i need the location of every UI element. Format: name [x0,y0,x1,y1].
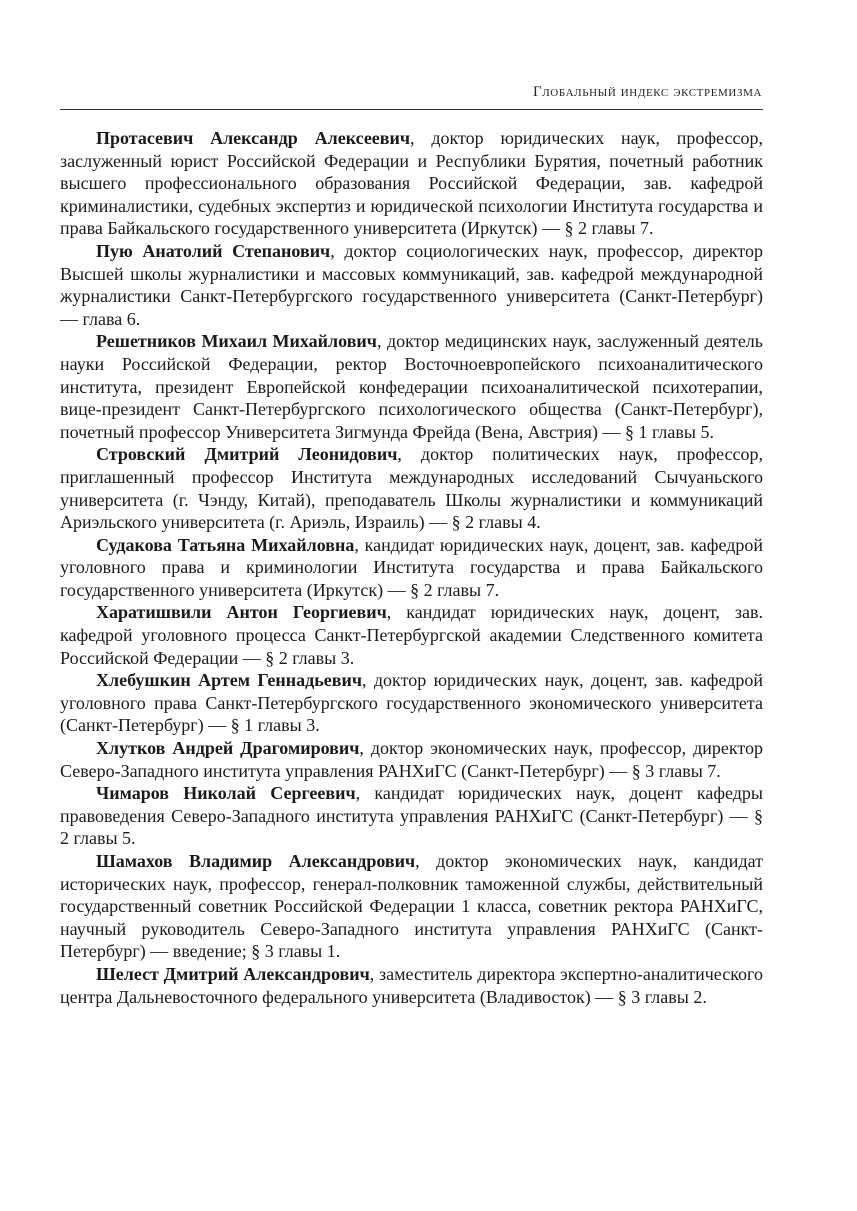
author-description: , кандидат юридических наук, доцент, зав. кафедрой уголовного права и криминологии Института государства и права Байкальского государственного университета (Иркутск) — § 2 главы 7. [60,534,763,600]
author-description: , доктор экономических наук, профессор, директор Северо-Западного института управления РАНХиГС (Санкт-Петербург) — § 3 главы 7. [60,738,763,781]
author-name: Шелест Дмитрий Александрович [96,963,370,984]
author-entry [60,782,763,850]
author-name: Шамахов Владимир Александрович [96,851,416,871]
author-description: , кандидат юридических наук, доцент, зав. кафедрой уголовного процесса Санкт-Петербургской академии Следственного комитета Российской Федерации — § 2 главы 3. [60,602,764,668]
author-entry [60,669,763,737]
author-name: Хлутков Андрей Драгомирович [96,738,360,759]
author-name: Хлебушкин Артем Геннадьевич [96,670,363,691]
author-description: , доктор экономических наук, кандидат исторических наук, профессор, генерал-полковник таможенной службы, действительный государственный советник Российской Федерации 1 класса, советник ректора РАНХиГС, научный руководитель Северо-Западного института управления РАНХиГС (Санкт-Петербург) — введение; § 3 главы 1. [60,851,763,962]
author-description: , доктор социологических наук, профессор, директор Высшей школы журналистики и массовых коммуникаций, зав. кафедрой международной журналистики Санкт-Петербургского государственного университета (Санкт-Петербург) — глава 6. [60,240,764,329]
author-entry [60,963,763,1008]
author-name: Стровский Дмитрий Леонидович [96,444,398,465]
author-name: Решетников Михаил Михайлович [96,331,377,352]
author-entry [60,127,763,240]
author-entry [60,443,763,533]
author-entry [60,534,763,602]
author-description: , доктор политических наук, профессор, приглашенный профессор Института международных исследований Сычуаньского университета (г. Чэнду, Китай), преподаватель Школы журналистики и коммуникаций Ариэльского университета (г. Ариэль, Израиль) — § 2 главы 4. [60,444,763,533]
author-name: Протасевич Александр Алексеевич [96,128,411,148]
author-entry [60,737,763,782]
author-name: Харатишвили Антон Георгиевич [96,602,387,623]
author-name: Судакова Татьяна Михайловна [96,534,355,555]
author-description: , доктор медицинских наук, заслуженный деятель науки Российской Федерации, ректор Восточноевропейского психоаналитического института, президент Европейской конфедерации психоаналитической психотерапии, вице-президент Санкт-Петербургского психологического общества (Санкт-Петербург), почетный профессор Университета Зигмунда Фрейда (Вена, Австрия) — § 1 главы 5. [60,331,764,442]
author-description: , доктор юридических наук, профессор, заслуженный юрист Российской Федерации и Республики Бурятия, почетный работник высшего профессионального образования Российской Федерации, зав. кафедрой криминалистики, судебных экспертиз и юридической психологии Института государства и права Байкальского государственного университета (Иркутск) — § 2 главы 7. [60,128,763,239]
author-description: , кандидат юридических наук, доцент кафедры правоведения Северо-Западного института управления РАНХиГС (Санкт-Петербург) — § 2 главы 5. [60,783,763,849]
author-description: , доктор юридических наук, доцент, зав. кафедрой уголовного права Санкт-Петербургского государственного экономического университета (Санкт-Петербург) — § 1 главы 3. [60,670,763,736]
author-name: Чимаров Николай Сергеевич [96,783,356,804]
author-entry [60,850,763,963]
author-name: Пую Анатолий Степанович [96,240,331,261]
author-description: , заместитель директора экспертно-аналитического центра Дальневосточного федерального университета (Владивосток) — § 3 главы 2. [60,963,763,1007]
author-entry [60,240,763,330]
author-entry [60,601,763,669]
running-head: Глобальный индекс экстремизма [532,84,762,100]
author-entry [60,330,763,443]
author-list [60,127,763,1008]
header-rule [60,109,763,110]
